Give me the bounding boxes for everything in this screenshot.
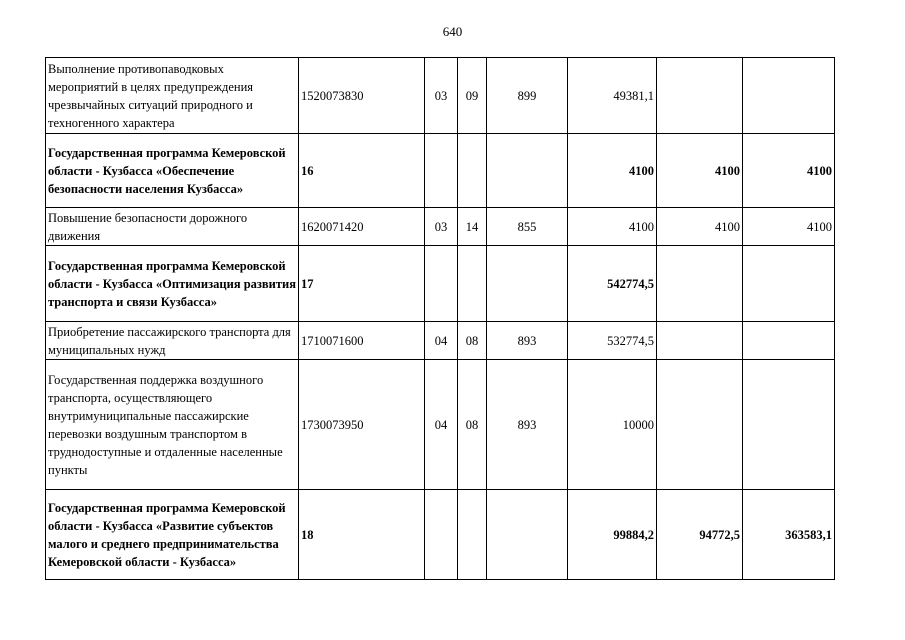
row-section [425, 246, 458, 322]
row-amount-3: 4100 [743, 134, 835, 208]
row-name: Приобретение пассажирского транспорта для муниципальных нужд [46, 322, 299, 360]
row-amount-2: 4100 [657, 134, 743, 208]
row-name: Государственная поддержка воздушного транспорта, осуществляющего внутримуниципальные пассажирские перевозки воздушным транспортом в труднодоступные и отдаленные населенные пункты [46, 360, 299, 490]
row-expense-type: 899 [487, 58, 568, 134]
row-amount-3 [743, 246, 835, 322]
row-name: Повышение безопасности дорожного движения [46, 208, 299, 246]
row-section [425, 490, 458, 580]
row-code: 1730073950 [299, 360, 425, 490]
row-amount-1: 4100 [568, 208, 657, 246]
row-subsection [458, 134, 487, 208]
table-row [46, 208, 835, 246]
row-amount-2 [657, 58, 743, 134]
table-row [46, 246, 835, 322]
budget-table [45, 57, 835, 580]
row-code: 18 [299, 490, 425, 580]
row-amount-1: 99884,2 [568, 490, 657, 580]
row-section: 03 [425, 58, 458, 134]
row-subsection: 09 [458, 58, 487, 134]
row-amount-2 [657, 322, 743, 360]
table-row [46, 360, 835, 490]
row-amount-1: 542774,5 [568, 246, 657, 322]
table-row [46, 58, 835, 134]
row-subsection: 08 [458, 322, 487, 360]
table-row [46, 322, 835, 360]
row-expense-type: 855 [487, 208, 568, 246]
row-section: 04 [425, 322, 458, 360]
row-name: Государственная программа Кемеровской области - Кузбасса «Оптимизация развития транспорта и связи Кузбасса» [46, 246, 299, 322]
row-name: Государственная программа Кемеровской области - Кузбасса «Обеспечение безопасности населения Кузбасса» [46, 134, 299, 208]
row-amount-2: 4100 [657, 208, 743, 246]
row-amount-2 [657, 246, 743, 322]
row-name: Выполнение противопаводковых мероприятий в целях предупреждения чрезвычайных ситуаций природного и техногенного характера [46, 58, 299, 134]
row-amount-3 [743, 58, 835, 134]
row-amount-3 [743, 360, 835, 490]
row-expense-type [487, 246, 568, 322]
row-section: 03 [425, 208, 458, 246]
row-code: 16 [299, 134, 425, 208]
row-code: 1710071600 [299, 322, 425, 360]
row-amount-3 [743, 322, 835, 360]
row-expense-type [487, 490, 568, 580]
row-subsection [458, 246, 487, 322]
row-name: Государственная программа Кемеровской области - Кузбасса «Развитие субъектов малого и среднего предпринимательства Кемеровской области - Кузбасса» [46, 490, 299, 580]
row-expense-type [487, 134, 568, 208]
row-subsection: 14 [458, 208, 487, 246]
row-amount-1: 49381,1 [568, 58, 657, 134]
row-section [425, 134, 458, 208]
page-number: 640 [442, 24, 463, 39]
row-expense-type: 893 [487, 322, 568, 360]
row-subsection [458, 490, 487, 580]
row-code: 17 [299, 246, 425, 322]
row-amount-2: 94772,5 [657, 490, 743, 580]
row-expense-type: 893 [487, 360, 568, 490]
row-amount-3: 363583,1 [743, 490, 835, 580]
row-amount-3: 4100 [743, 208, 835, 246]
table-row [46, 134, 835, 208]
row-amount-1: 4100 [568, 134, 657, 208]
row-code: 1520073830 [299, 58, 425, 134]
row-section: 04 [425, 360, 458, 490]
row-code: 1620071420 [299, 208, 425, 246]
row-amount-1: 10000 [568, 360, 657, 490]
row-subsection: 08 [458, 360, 487, 490]
row-amount-1: 532774,5 [568, 322, 657, 360]
table-row [46, 490, 835, 580]
row-amount-2 [657, 360, 743, 490]
